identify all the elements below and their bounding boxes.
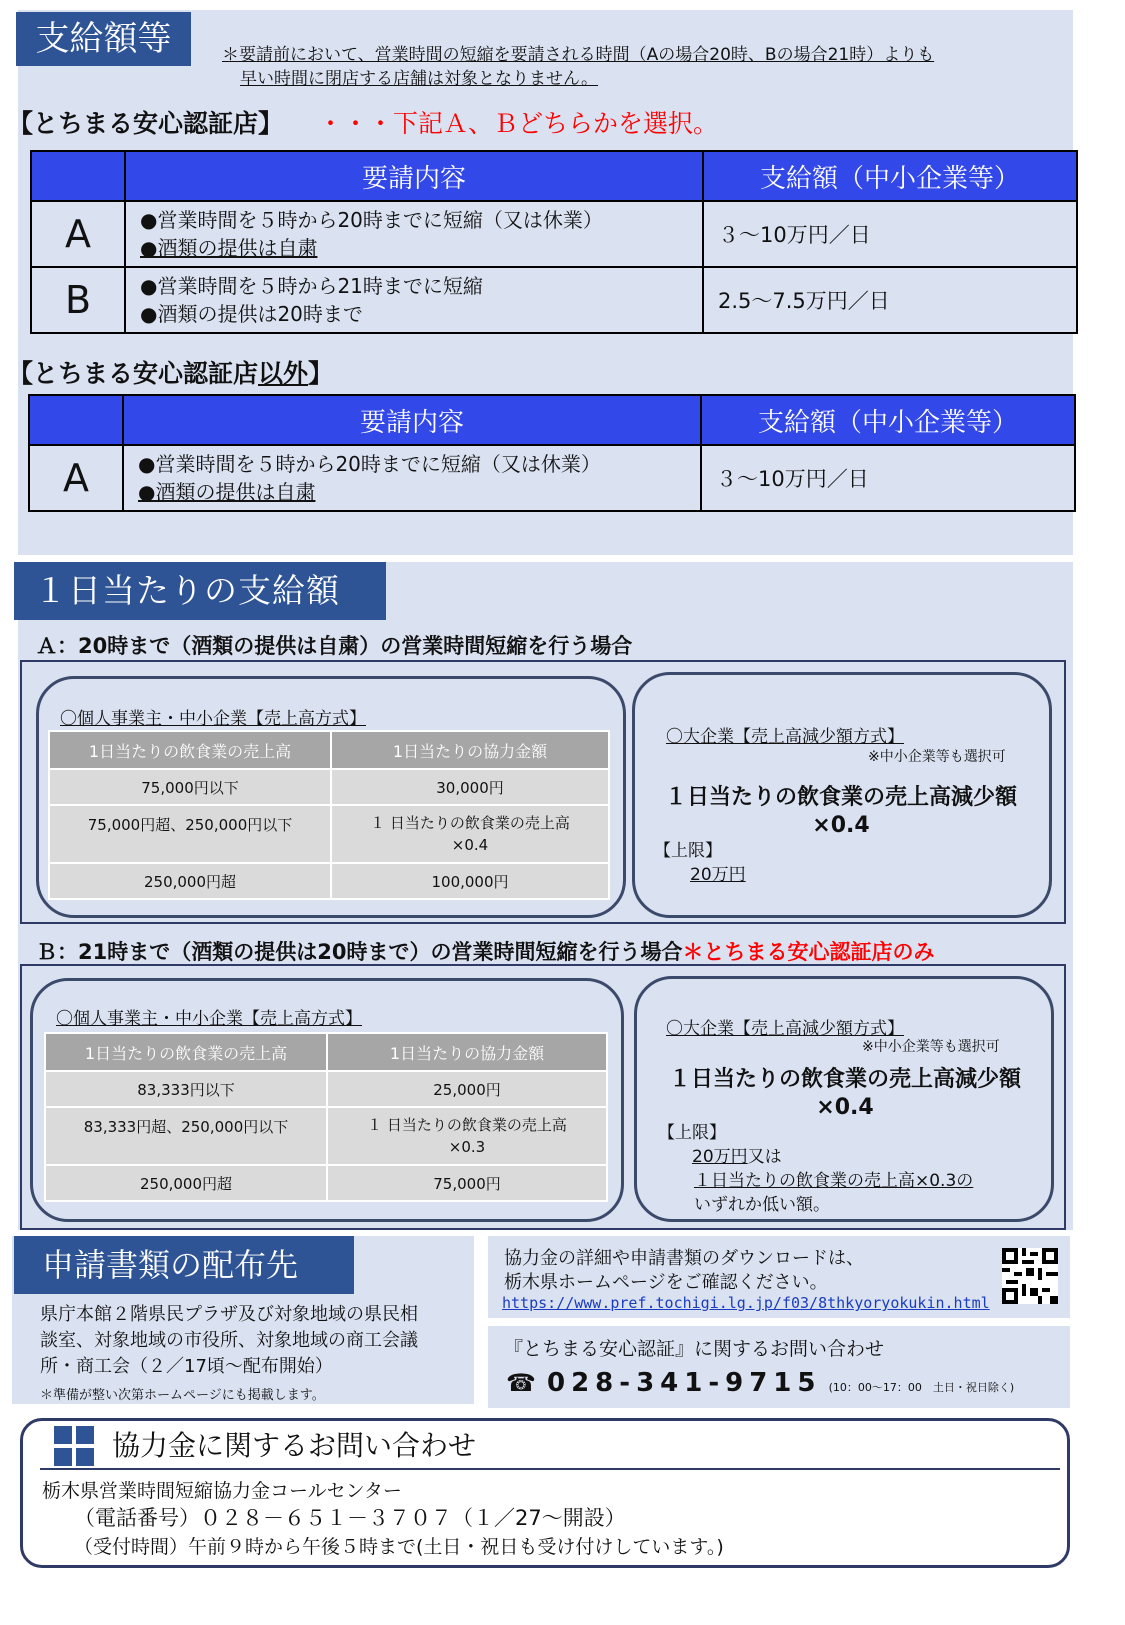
inquiry-phone-line: （電話番号）０２８－６５１－３７０７（１／27～開設）	[74, 1506, 626, 1530]
note-line-2: 早い時間に閉店する店舗は対象となりません。	[240, 69, 599, 89]
section-title-daily: １日当たりの支給額	[14, 562, 386, 620]
other-heading-pre: 【とちまる安心認証店	[8, 359, 259, 388]
phone-icon: ☎	[506, 1369, 536, 1397]
case-a-formula-1: １日当たりの飲食業の売上高減少額	[664, 785, 1017, 810]
inquiry-divider	[40, 1468, 1060, 1470]
case-a-small-title: 〇個人事業主・中小企業【売上高方式】	[60, 709, 366, 729]
case-b-limit-value: 20万円	[692, 1147, 748, 1167]
header-amount-2: 支給額（中小企業等）	[701, 395, 1075, 445]
row-b-line2: ●酒類の提供は20時まで	[140, 302, 363, 326]
case-a-col2: 1日当たりの協力金額	[331, 731, 609, 769]
row-b-line1: ●営業時間を５時から21時までに短縮	[140, 274, 483, 298]
distribution-body-3: 所・商工会（２／17頃～配布開始）	[40, 1356, 333, 1377]
case-b-r2-amount-2: ×0.3	[448, 1138, 486, 1156]
case-b-limit-value-row	[692, 1142, 782, 1167]
case-a-formula	[636, 784, 1046, 840]
case-a-col1: 1日当たりの飲食業の売上高	[49, 731, 331, 769]
cert-contact-hours: (10：00～17：00 土日・祝日除く)	[828, 1381, 1015, 1394]
distribution-body-2: 談室、対象地域の市役所、対象地域の商工会議	[40, 1330, 418, 1351]
inquiry-title: 協力金に関するお問い合わせ	[112, 1429, 477, 1462]
web-line-2: 栃木県ホームページをご確認ください。	[504, 1272, 828, 1293]
case-b-col2: 1日当たりの協力金額	[327, 1033, 607, 1071]
case-a-r3-amount: 100,000円	[331, 863, 609, 899]
certified-note: ・・・下記Ａ、Ｂどちらかを選択。	[318, 109, 719, 138]
case-b-limit-alt2: いずれか低い額。	[694, 1195, 830, 1215]
row-b-desc	[125, 267, 703, 333]
case-b-heading	[36, 936, 934, 966]
case-a-r2-amount-1: １ 日当たりの飲食業の売上高	[370, 814, 570, 832]
distribution-note: ＊準備が整い次第ホームページにも掲載します。	[40, 1388, 325, 1403]
inquiry-center: 栃木県営業時間短縮協力金コールセンター	[42, 1480, 402, 1502]
case-b-r2-sales: 83,333円超、250,000円以下	[45, 1107, 327, 1165]
case-a-r3-sales: 250,000円超	[49, 863, 331, 899]
row-a-label: A	[31, 201, 125, 267]
row-b-amount: 2.5～7.5万円／日	[703, 267, 1077, 333]
inquiry-hours-line: （受付時間）午前９時から午後５時まで(土日・祝日も受け付けしています。)	[74, 1536, 724, 1558]
qr-code-icon	[1002, 1248, 1058, 1304]
row-a-line2: ●酒類の提供は自粛	[140, 236, 318, 260]
case-b-r3-sales: 250,000円超	[45, 1165, 327, 1201]
case-b-r1-amount: 25,000円	[327, 1071, 607, 1107]
case-a-r1-sales: 75,000円以下	[49, 769, 331, 805]
case-b-heading-red: ＊とちまる安心認証店のみ	[682, 940, 935, 964]
certified-heading: 【とちまる安心認証店】	[8, 109, 284, 138]
case-a-formula-2: ×0.4	[812, 813, 870, 838]
section-title-amount: 支給額等	[16, 12, 191, 66]
case-a-r2-amount-2: ×0.4	[451, 836, 489, 854]
case-a-heading: Ａ：20時まで（酒類の提供は自粛）の営業時間短縮を行う場合	[36, 634, 633, 658]
other-table	[28, 394, 1076, 512]
header-amount: 支給額（中小企業等）	[703, 151, 1077, 201]
certified-table	[30, 150, 1078, 334]
case-b-limit-label: 【上限】	[658, 1123, 726, 1143]
header-request-2: 要請内容	[123, 395, 701, 445]
row-a2-line1: ●営業時間を５時から20時までに短縮（又は休業）	[138, 452, 601, 476]
case-a-limit-value: 20万円	[690, 865, 746, 885]
cert-contact-title: 『とちまる安心認証』に関するお問い合わせ	[504, 1338, 885, 1360]
case-b-r2-amount-1: １ 日当たりの飲食業の売上高	[367, 1116, 567, 1134]
case-b-large-note: ※中小企業等も選択可	[862, 1039, 1000, 1055]
case-a-r1-amount: 30,000円	[331, 769, 609, 805]
row-a2-line2: ●酒類の提供は自粛	[138, 480, 316, 504]
case-a-r2-sales: 75,000円超、250,000円以下	[49, 805, 331, 863]
case-b-formula-1: １日当たりの飲食業の売上高減少額	[668, 1067, 1021, 1092]
case-b-col1: 1日当たりの飲食業の売上高	[45, 1033, 327, 1071]
case-a-limit-label: 【上限】	[654, 841, 722, 861]
case-b-formula-2: ×0.4	[816, 1095, 874, 1120]
other-heading-post: 】	[308, 359, 334, 388]
case-b-table	[44, 1032, 608, 1202]
header-request: 要請内容	[125, 151, 703, 201]
distribution-body	[40, 1302, 418, 1380]
row-a2-amount: ３～10万円／日	[701, 445, 1075, 511]
case-b-limit-alt: １日当たりの飲食業の売上高×0.3の	[694, 1171, 974, 1191]
row-a2-label: A	[29, 445, 123, 511]
distribution-body-1: 県庁本館２階県民プラザ及び対象地域の県民相	[40, 1304, 418, 1325]
cert-contact-phone-row	[506, 1368, 1014, 1398]
note-line-1: ＊要請前において、営業時間の短縮を要請される時間（Aの場合20時、Bの場合21時）よりも	[222, 45, 935, 65]
other-heading	[8, 354, 333, 390]
case-a-large-note: ※中小企業等も選択可	[868, 749, 1006, 765]
case-b-formula	[640, 1066, 1050, 1122]
case-b-small-title: 〇個人事業主・中小企業【売上高方式】	[56, 1009, 362, 1029]
case-b-r1-sales: 83,333円以下	[45, 1071, 327, 1107]
case-b-r3-amount: 75,000円	[327, 1165, 607, 1201]
row-b-label: B	[31, 267, 125, 333]
row-a-amount: ３～10万円／日	[703, 201, 1077, 267]
other-heading-underlined: 以外	[258, 359, 309, 388]
case-b-r2-amount	[327, 1107, 607, 1165]
row-a-line1: ●営業時間を５時から20時までに短縮（又は休業）	[140, 208, 603, 232]
case-a-table	[48, 730, 610, 900]
grid-icon	[54, 1426, 94, 1466]
case-b-heading-main: Ｂ：21時まで（酒類の提供は20時まで）の営業時間短縮を行う場合	[36, 940, 683, 964]
row-a2-desc	[123, 445, 701, 511]
web-url-link[interactable]: https://www.pref.tochigi.lg.jp/f03/8thkyoryokukin.html	[502, 1294, 990, 1312]
case-a-large-title: 〇大企業【売上高減少額方式】	[666, 727, 904, 747]
case-a-r2-amount	[331, 805, 609, 863]
cert-contact-phone: 028-341-9715	[547, 1368, 822, 1398]
case-b-limit-or: 又は	[747, 1147, 782, 1167]
case-b-large-title: 〇大企業【売上高減少額方式】	[666, 1019, 904, 1039]
section-title-distribution: 申請書類の配布先	[14, 1236, 354, 1294]
row-a-desc	[125, 201, 703, 267]
web-line-1: 協力金の詳細や申請書類のダウンロードは、	[504, 1248, 864, 1269]
